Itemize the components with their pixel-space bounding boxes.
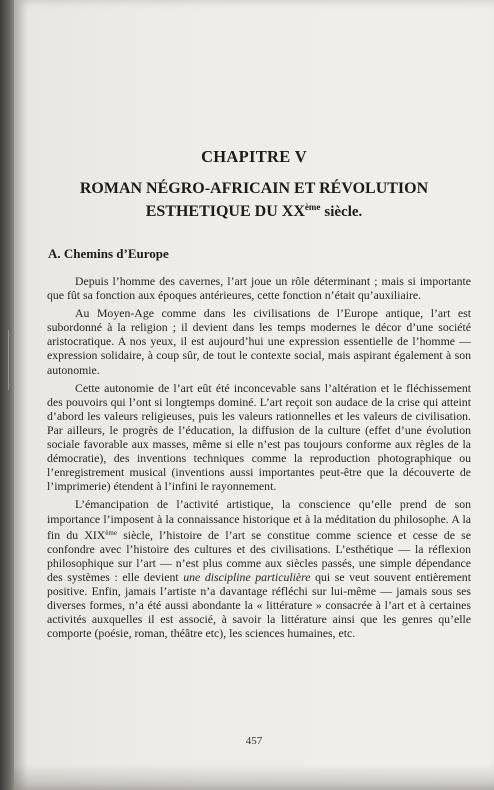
paragraph-4-part-b: siècle, l’histoire de l’art se constitue comme science et cesse de se confondre avec l’histoire des cultures et des civilisations. L’esthétique — la réflexion philosophique sur l’art — n’est plus comme aux siècles passés, une simple dépendance des systèmes : elle devient [47, 527, 471, 584]
paragraph-4-emphasis: une discipline particulière [183, 569, 311, 584]
body-text [47, 274, 471, 644]
paragraph-3: Cette autonomie de l’art eût été inconcevable sans l’altération et le fléchissement des pouvoirs qui l’ont si longtemps dominé. L’art reçoit son audace de la crise qui atteint d’abord les valeurs religieuses, puis les valeurs rationnelles et les valeurs de civilisation. Par ailleurs, le progrès de l’éducation, la diffusion de la culture (effet d’une évolution sociale favorable aux masses, même si elle n’est pas toujours conforme aux règles de la démocratie), des inventions techniques comme la reproduction photographique ou l’enregistrement musical (inventions aussi importantes peut-être que la découverte de l’imprimerie) étendent à l’infini le rayonnement. [47, 380, 471, 494]
section-heading: A. Chemins d’Europe [48, 246, 169, 261]
chapter-title-line-1: ROMAN NÉGRO-AFRICAIN ET RÉVOLUTION [79, 180, 429, 197]
chapter-title-superscript: ème [304, 202, 321, 212]
chapter-label: CHAPITRE V [201, 147, 307, 166]
chapter-title-line-2-main: ESTHETIQUE DU XX [145, 203, 305, 220]
paragraph-4-superscript: ème [105, 528, 117, 537]
previous-page-sliver [0, 330, 9, 390]
paragraph-1: Depuis l’homme des cavernes, l’art joue un rôle déterminant ; mais si importante que fût sa fonction aux époques antérieures, cette fonction n’était qu’auxiliaire. [47, 274, 471, 303]
paragraph-4-part-c: qui se veut souvent entièrement positive. Enfin, jamais l’artiste n’a davantage réfléchi sur lui-même — jamais sous ses diverses formes, n’a été aussi abondante la « littérature » consacrée à l’art et à certaines activités auxquelles il est associé, à savoir la littérature ainsi que les genres qu’elle comporte (poésie, roman, théâtre etc), les sciences humaines, etc. [47, 569, 471, 641]
chapter-title [44, 179, 464, 222]
page-number: 457 [245, 735, 263, 747]
paragraph-4 [47, 497, 471, 640]
bottom-shadow [14, 764, 494, 790]
paragraph-2: Au Moyen-Age comme dans les civilisations de l’Europe antique, l’art est subordonné à la religion ; il devient dans les temps modernes le décor d’une société aristocratique. A nos yeux, il est aujourd’hui une expression essentielle de l’homme — expression solidaire, à coup sûr, de tout le contexte social, mais aspirant également à son autonomie. [47, 306, 471, 377]
book-page [14, 0, 494, 790]
paragraph-4-part-a: L’émancipation de l’activité artistique, la conscience qu’elle prend de son importance l’imposent à la connaissance historique et à la méditation du philosophe. A la fin du XIX [47, 497, 471, 542]
chapter-title-line-2 [44, 198, 464, 222]
chapter-title-line-2-end: siècle. [324, 204, 363, 220]
